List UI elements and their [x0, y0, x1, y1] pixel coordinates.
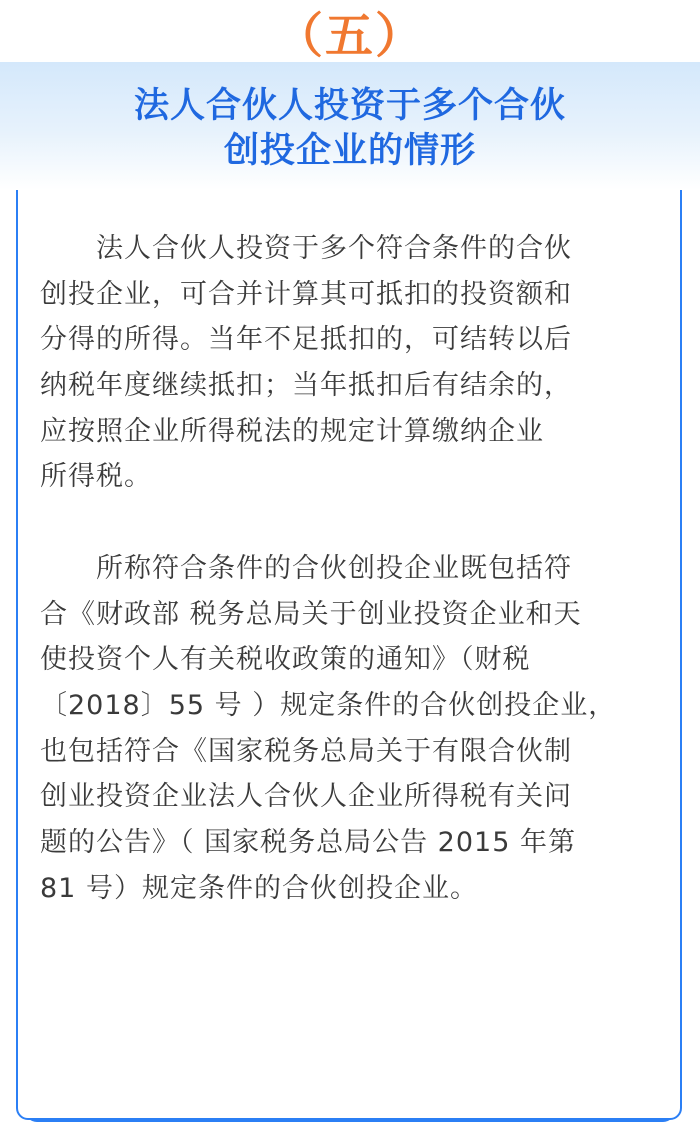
text-line: 合《财政部 税务总局关于创业投资企业和天: [40, 598, 582, 630]
text-line: 纳税年度继续抵扣；当年抵扣后有结余的，: [40, 370, 572, 402]
section-number: （五）: [274, 8, 425, 64]
text-line: 81 号）规定条件的合伙创投企业。: [40, 872, 478, 904]
paragraph-2: [40, 546, 660, 912]
text-line: 创投企业，可合并计算其可抵扣的投资额和: [40, 278, 572, 310]
text-line: 所得税。: [40, 461, 152, 493]
paragraph-1: [40, 226, 660, 500]
text-line: 使投资个人有关税收政策的通知》（财税: [40, 644, 531, 676]
text-line: 也包括符合《国家税务总局关于有限合伙制: [40, 735, 572, 767]
text-line: 题的公告》（ 国家税务总局公告 2015 年第: [40, 826, 576, 858]
heading-line-2: 创投企业的情形: [223, 131, 476, 171]
text-line: 分得的所得。当年不足抵扣的，可结转以后: [40, 324, 572, 356]
text-line: 应按照企业所得税法的规定计算缴纳企业: [40, 415, 544, 447]
text-line: 法人合伙人投资于多个符合条件的合伙: [40, 233, 572, 264]
text-line: 〔2018〕55 号 ）规定条件的合伙创投企业，: [40, 689, 617, 721]
heading-line-1: 法人合伙人投资于多个合伙: [133, 86, 566, 126]
text-line: 所称符合条件的合伙创投企业既包括符: [40, 552, 572, 584]
text-line: 创业投资企业法人合伙人企业所得税有关问: [40, 781, 572, 813]
body-text: [40, 226, 660, 911]
paragraph-gap: [40, 500, 660, 546]
section-heading: [0, 84, 700, 174]
